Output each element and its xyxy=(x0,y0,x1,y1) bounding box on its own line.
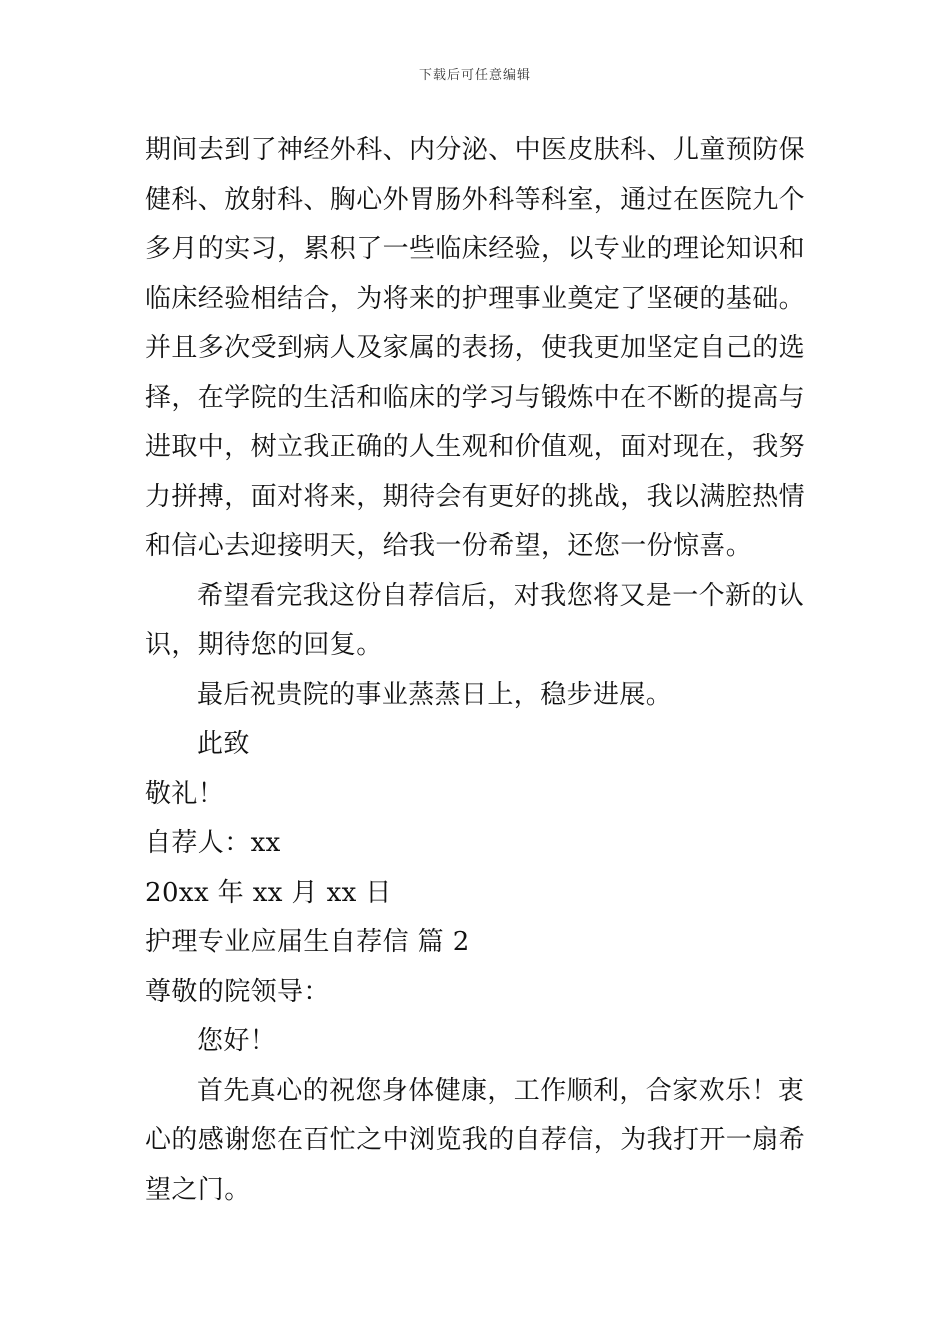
text-line: 择，在学院的生活和临床的学习与锻炼中在不断的提高与 xyxy=(145,382,806,413)
greeting: 您好！ xyxy=(197,1026,277,1056)
greeting-recipient: 尊敬的院领导： xyxy=(145,976,330,1007)
signature-name: 自荐人：xx xyxy=(145,828,281,858)
text-line: 和信心去迎接明天，给我一份希望，还您一份惊喜。 xyxy=(145,531,753,561)
header-note: 下载后可任意编辑 xyxy=(418,68,531,83)
signature-date: 20xx 年 xx 月 xx 日 xyxy=(145,877,392,908)
text-line: 最后祝贵院的事业蒸蒸日上，稳步进展。 xyxy=(197,679,673,710)
closing-respect: 敬礼！ xyxy=(145,778,225,809)
section-title: 护理专业应届生自荐信 篇 2 xyxy=(145,927,470,957)
closing-salutation: 此致 xyxy=(197,729,250,759)
text-line: 望之门。 xyxy=(145,1174,251,1205)
text-line: 期间去到了神经外科、内分泌、中医皮肤科、儿童预防保 xyxy=(145,135,806,165)
text-line: 并且多次受到病人及家属的表扬，使我更加坚定自己的选 xyxy=(145,333,806,363)
text-line: 力拼搏，面对将来，期待会有更好的挑战，我以满腔热情 xyxy=(145,481,806,512)
text-line: 进取中，树立我正确的人生观和价值观，面对现在，我努 xyxy=(145,432,806,462)
text-line: 识，期待您的回复。 xyxy=(145,630,383,660)
text-line: 健科、放射科、胸心外胃肠外科等科室，通过在医院九个 xyxy=(145,184,806,215)
document-body xyxy=(145,126,810,1215)
text-line: 心的感谢您在百忙之中浏览我的自荐信，为我打开一扇希 xyxy=(145,1125,806,1155)
text-line: 临床经验相结合，为将来的护理事业奠定了坚硬的基础。 xyxy=(145,283,806,314)
text-line: 首先真心的祝您身体健康，工作顺利，合家欢乐！衷 xyxy=(197,1075,805,1106)
text-line: 希望看完我这份自荐信后，对我您将又是一个新的认 xyxy=(197,580,805,611)
text-line: 多月的实习，累积了一些临床经验，以专业的理论知识和 xyxy=(145,234,806,264)
